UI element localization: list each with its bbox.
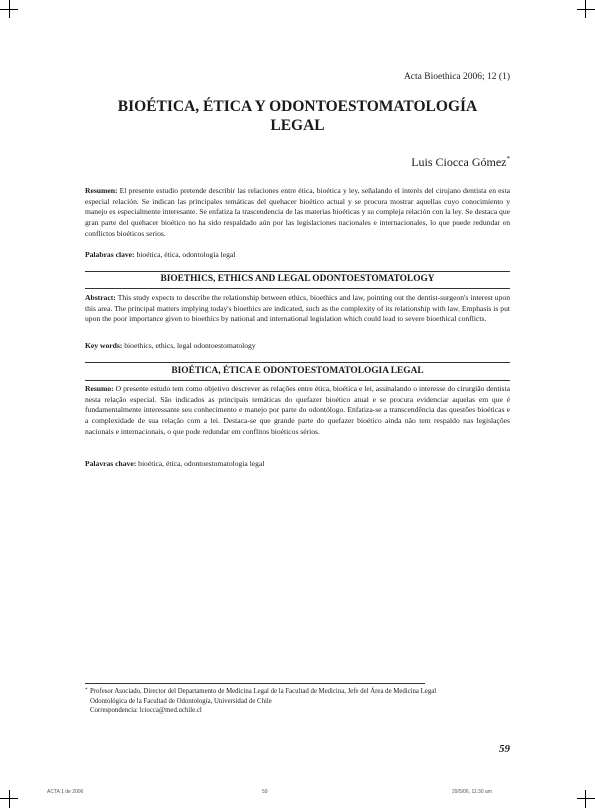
section-rule (85, 271, 510, 272)
english-abstract (85, 293, 510, 325)
footnote-line-2: Odontológica de la Facultad de Odontología, Universidad de Chile (90, 697, 272, 705)
footnote-mark: * (85, 688, 88, 693)
footnote-line-1: Profesor Asociado, Director del Departamento de Medicina Legal de la Facultad de Medicina, Jefe del Área de Medicina Legal (90, 688, 437, 695)
section-rule (85, 288, 510, 289)
portuguese-heading: BIOÉTICA, ÉTICA E ODONTOESTOMATOLOGIA LEGAL (171, 366, 424, 376)
title-line-1: BIOÉTICA, ÉTICA Y ODONTOESTOMATOLOGÍA (117, 98, 478, 115)
spanish-abstract-text: El presente estudio pretende describir las relaciones entre ética, bioética y ley, señalando el interés del cirujano dentista en esta especial relación. Se indican las principales temáticas del quehacer bioético actual y se procura mostrar aquellas cuyo conocimiento y manejo es especialmente interesante. Se enfatiza la trascendencia de las materias bioéticas y su compleja relación con la ley. Se destaca que gran parte del quehacer bioético no ha sido respaldado aún por las legislaciones nacionales e internacionales, lo que puede redundar en conflictos bioéticos serios. (85, 186, 510, 238)
spanish-keywords-label: Palabras clave: (85, 250, 135, 259)
journal-reference: Acta Bioethica 2006; 12 (1) (403, 72, 510, 82)
english-heading: BIOETHICS, ETHICS AND LEGAL ODONTOESTOMATOLOGY (160, 274, 435, 284)
article-title (85, 97, 510, 135)
author (411, 155, 510, 170)
print-slug-right: 29/5/06, 11:30 am (452, 789, 492, 795)
spanish-abstract-label: Resumen: (85, 186, 118, 195)
english-keywords-label: Key words: (85, 341, 123, 350)
spanish-keywords (85, 250, 510, 261)
page-number: 59 (499, 743, 510, 755)
english-keywords (85, 341, 510, 352)
footnote-rule (85, 683, 425, 684)
crop-mark-bottom-right (577, 798, 595, 799)
portuguese-keywords (85, 459, 510, 470)
spanish-keywords-text: bioética, ética, odontología legal (134, 250, 236, 259)
spanish-abstract (85, 186, 510, 240)
crop-mark-bottom-left (0, 798, 18, 799)
crop-mark-bottom-right (585, 790, 586, 808)
crop-mark-bottom-left (9, 790, 10, 808)
print-slug-left: ACTA 1 de 2006 (47, 789, 84, 795)
english-abstract-text: This study expects to describe the relationship between ethics, bioethics and law, pointing out the dentist-surgeon's interest upon this area. The principal matters implying today's bioethics are indicated, such as the complexity of its relationship with law. Emphasis is put upon the poor importance given to bioethics by national and international legislation which could lead to severe bioethical conflicts. (85, 293, 510, 324)
portuguese-keywords-label: Palavras chave: (85, 459, 137, 468)
portuguese-abstract-label: Resumo: (85, 384, 114, 393)
print-slug-middle: 59 (262, 789, 268, 795)
author-footnote-mark: * (506, 155, 510, 163)
portuguese-abstract-text: O presente estudo tem como objetivo descrever as relações entre ética, bioética e lei, assinalando o interesse do cirurgião dentista nesta relação especial. São indicados as principais temáticas do quefazer bioético atual e se procura evidenciar aquelas em que é fundamentalmente interessante seu conhecimento e manejo por parte do odontólogo. Enfatiza-se a transcendência das questões bioéticas e a complexidade de sua relação com a lei. Destaca-se que grande parte do quefazer bioético ainda não tem respaldo nas legislações nacionais e internacionais, o que pode redundar em conflitos bioéticos sérios. (85, 384, 510, 436)
footnote-line-3: Correspondencia: lciocca@med.uchile.cl (90, 707, 202, 714)
footnote (85, 687, 510, 716)
crop-mark-top-right (577, 9, 595, 10)
crop-mark-top-left (0, 9, 18, 10)
section-rule (85, 380, 510, 381)
english-abstract-label: Abstract: (85, 293, 116, 302)
portuguese-keywords-text: bioética, ética, odontoestomatologia legal (136, 459, 265, 468)
author-name: Luis Ciocca Gómez (411, 155, 507, 169)
english-keywords-text: bioethics, ethics, legal odontoestomatology (122, 341, 256, 350)
portuguese-abstract (85, 384, 510, 438)
title-line-2: LEGAL (270, 117, 325, 134)
section-rule (85, 362, 510, 363)
